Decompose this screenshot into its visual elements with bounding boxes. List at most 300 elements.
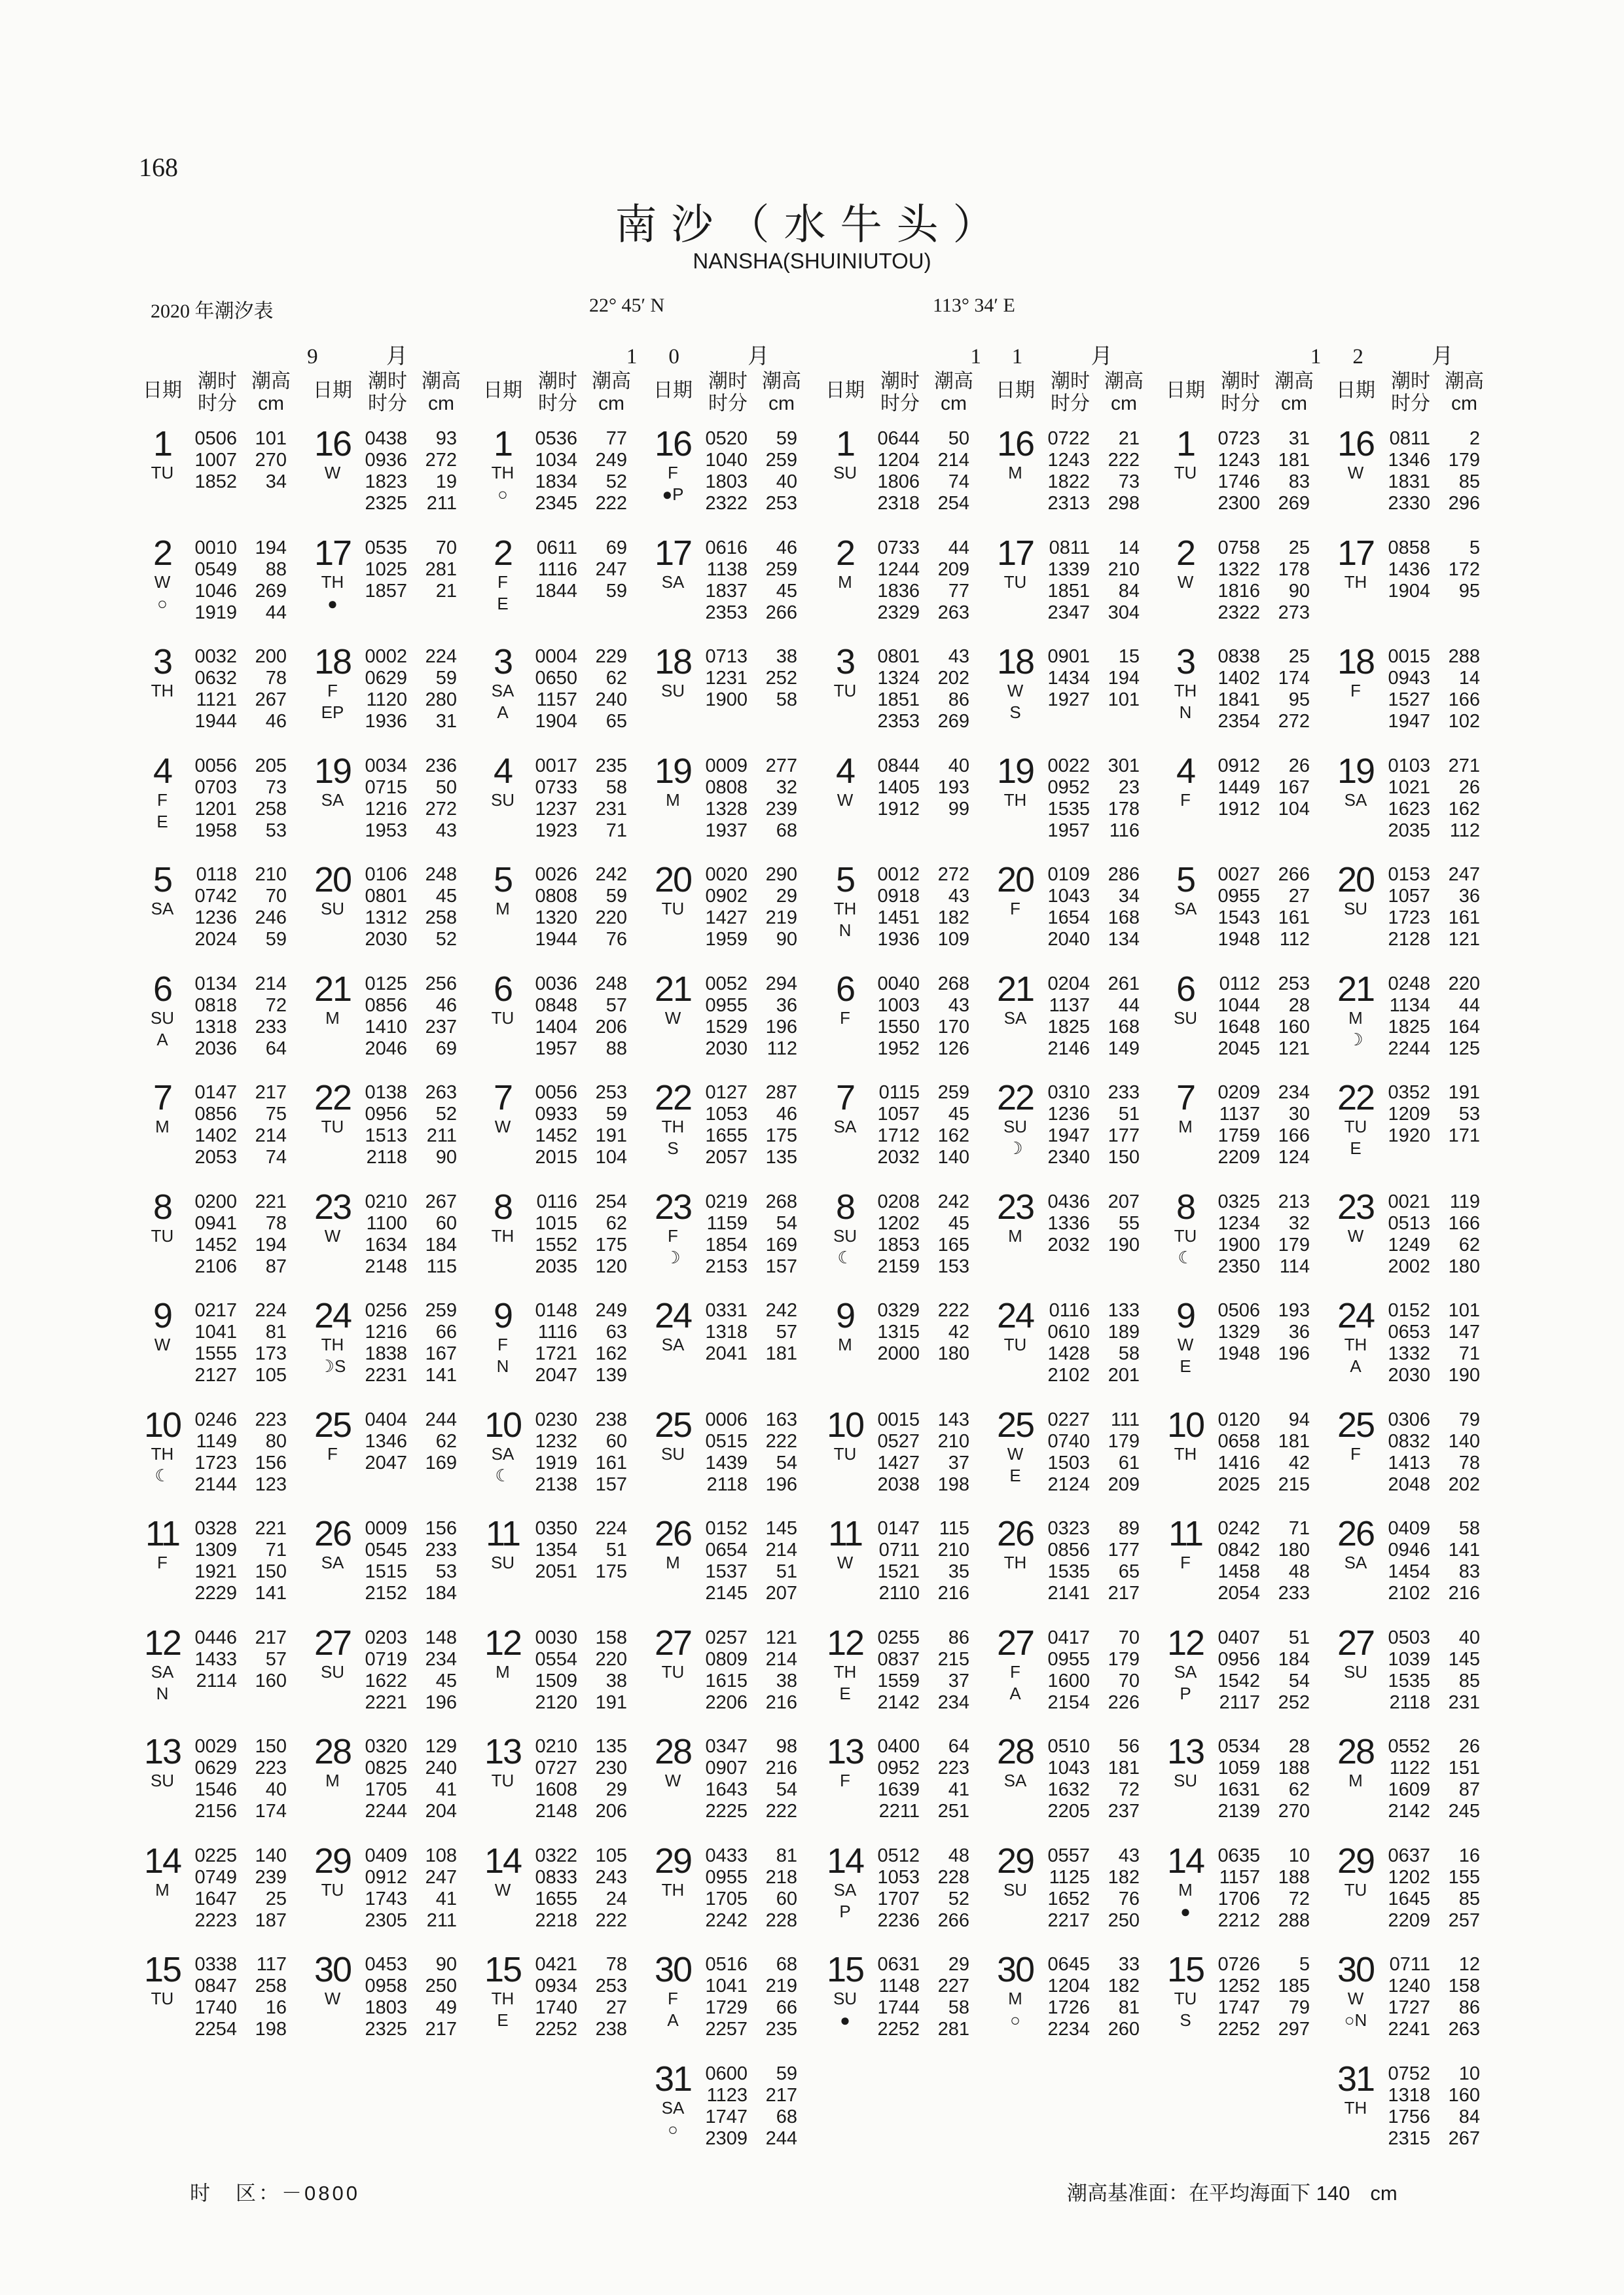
tide-times xyxy=(1038,1627,1090,1714)
tide-time: 0955 xyxy=(705,994,748,1016)
tide-times xyxy=(1038,646,1090,711)
tide-heights xyxy=(584,755,627,842)
phase-marker: ● xyxy=(1180,1901,1191,1921)
tide-height: 180 xyxy=(937,1343,969,1364)
day-number: 2 xyxy=(153,533,172,573)
tide-time: 2217 xyxy=(1047,1909,1090,1931)
day-cell xyxy=(820,643,870,702)
tide-height: 216 xyxy=(937,1583,969,1604)
weekday-label: M xyxy=(155,1117,170,1136)
tide-heights xyxy=(244,1409,287,1496)
tide-time: 2354 xyxy=(1218,711,1260,732)
tide-height: 58 xyxy=(1458,1518,1480,1539)
tide-height: 222 xyxy=(1108,450,1140,471)
tide-times xyxy=(1038,1518,1090,1604)
tide-time: 1041 xyxy=(194,1322,237,1343)
day-number: 23 xyxy=(654,1187,692,1227)
tide-time: 2114 xyxy=(196,1670,237,1691)
tide-times xyxy=(867,646,920,732)
tide-times xyxy=(525,973,577,1060)
tide-time: 1537 xyxy=(705,1561,748,1582)
tide-time: 1157 xyxy=(1219,1866,1260,1888)
tide-height: 151 xyxy=(1448,1758,1480,1779)
tide-time: 1015 xyxy=(535,1212,577,1234)
tide-time: 1039 xyxy=(1388,1648,1430,1670)
tide-height: 74 xyxy=(265,1147,287,1168)
tide-time: 0409 xyxy=(365,1845,407,1866)
tide-time: 1615 xyxy=(705,1670,748,1691)
tide-times xyxy=(867,1300,920,1365)
tide-height: 64 xyxy=(265,1038,287,1059)
tide-height: 36 xyxy=(1458,886,1480,907)
tide-height: 86 xyxy=(1458,1997,1480,2018)
day-cell xyxy=(648,1951,698,2031)
day-cell xyxy=(648,535,698,593)
tide-height: 270 xyxy=(255,450,287,471)
tide-height: 294 xyxy=(765,973,797,994)
weekday-label: SU xyxy=(150,1771,175,1790)
tide-height: 59 xyxy=(435,668,457,689)
tide-times xyxy=(185,1409,237,1496)
weekday-label: TH xyxy=(1003,1553,1027,1572)
tide-height: 281 xyxy=(425,558,457,580)
day-cell xyxy=(478,1951,528,2031)
tide-times xyxy=(185,1300,237,1386)
tide-height: 31 xyxy=(1288,428,1310,449)
tide-time: 1059 xyxy=(1218,1758,1260,1779)
tide-time: 0338 xyxy=(194,1954,237,1975)
tide-height: 174 xyxy=(255,1801,287,1822)
tide-height: 29 xyxy=(605,1779,627,1800)
tide-times xyxy=(1378,1736,1430,1822)
weekday-label: SA xyxy=(491,1443,514,1464)
tide-height: 43 xyxy=(1118,1845,1140,1866)
weekday-label: TH xyxy=(491,463,514,482)
tide-height: 158 xyxy=(1448,1976,1480,1997)
tide-heights xyxy=(584,537,627,602)
tide-time: 1927 xyxy=(1047,689,1090,710)
tide-time: 0536 xyxy=(535,428,577,449)
tide-height: 81 xyxy=(776,1845,797,1866)
weekday-label: F xyxy=(497,571,508,592)
tide-times xyxy=(185,864,237,950)
tide-time: 0026 xyxy=(535,864,577,885)
tide-time: 2257 xyxy=(705,2019,748,2040)
tide-time: 0549 xyxy=(194,558,237,580)
tide-time: 1542 xyxy=(1218,1670,1260,1691)
day-cell xyxy=(308,971,357,1029)
tide-height: 112 xyxy=(767,1038,797,1059)
tide-height: 26 xyxy=(1288,755,1310,776)
tide-heights xyxy=(414,864,457,950)
tide-height: 235 xyxy=(765,2019,797,2040)
tide-time: 2244 xyxy=(365,1801,407,1822)
tide-height: 145 xyxy=(1448,1648,1480,1670)
tide-height: 40 xyxy=(948,755,969,776)
tide-height: 198 xyxy=(255,2019,287,2040)
day-number: 7 xyxy=(1176,1078,1195,1117)
tide-heights xyxy=(1267,1518,1310,1604)
tide-heights xyxy=(1267,1736,1310,1822)
day-number: 21 xyxy=(996,969,1034,1009)
tide-time: 2102 xyxy=(1047,1365,1090,1386)
day-cell xyxy=(648,1297,698,1356)
tide-times xyxy=(1038,428,1090,515)
tide-time: 0644 xyxy=(877,428,920,449)
tide-height: 229 xyxy=(595,646,627,667)
tide-time: 0446 xyxy=(194,1627,237,1648)
day-number: 22 xyxy=(654,1078,692,1117)
tide-time: 2117 xyxy=(1219,1691,1260,1713)
tide-height: 180 xyxy=(1448,1256,1480,1277)
tide-time: 1900 xyxy=(1218,1234,1260,1256)
tide-height: 42 xyxy=(1288,1452,1310,1473)
tide-time: 0015 xyxy=(1388,646,1430,667)
tide-time: 0433 xyxy=(705,1845,748,1866)
tide-time: 1339 xyxy=(1047,558,1090,580)
tide-height: 182 xyxy=(1108,1976,1140,1997)
tide-height: 161 xyxy=(1278,907,1310,928)
tide-height: 228 xyxy=(937,1866,969,1888)
tide-time: 0306 xyxy=(1388,1409,1430,1430)
tide-heights xyxy=(926,1409,969,1496)
day-cell xyxy=(478,1407,528,1487)
day-cell xyxy=(820,1625,870,1705)
tide-heights xyxy=(1437,1845,1480,1932)
phase-marker: S xyxy=(667,1138,679,1158)
tide-time: 2118 xyxy=(706,1473,748,1495)
weekday-label: SA xyxy=(1174,1661,1197,1682)
tide-time: 1116 xyxy=(537,1322,577,1343)
weekday-label: SA xyxy=(833,1879,857,1900)
tide-height: 297 xyxy=(1278,2019,1310,2040)
tide-height: 79 xyxy=(1458,1409,1480,1430)
day-cell xyxy=(1331,1079,1380,1159)
tide-height: 213 xyxy=(1278,1191,1310,1212)
tide-height: 207 xyxy=(765,1583,797,1604)
tide-height: 135 xyxy=(765,1147,797,1168)
weekday-label: SA xyxy=(1174,899,1197,918)
tide-height: 62 xyxy=(1288,1779,1310,1800)
tide-height: 164 xyxy=(1448,1016,1480,1038)
weekday-label: W xyxy=(494,1117,511,1136)
weekday-label: W xyxy=(324,1989,341,2008)
weekday-label: W xyxy=(1347,1225,1364,1246)
tide-height: 44 xyxy=(1118,994,1140,1016)
tide-time: 1046 xyxy=(194,580,237,602)
tide-heights xyxy=(926,1300,969,1365)
tide-height: 38 xyxy=(605,1670,627,1691)
tide-heights xyxy=(414,428,457,515)
tide-time: 2142 xyxy=(877,1691,920,1713)
tide-height: 111 xyxy=(1110,1409,1140,1430)
tide-time: 2340 xyxy=(1047,1147,1090,1168)
weekday-label: TU xyxy=(1003,571,1027,592)
tide-height: 55 xyxy=(1118,1212,1140,1234)
tide-height: 139 xyxy=(595,1365,627,1386)
tide-height: 88 xyxy=(605,1038,627,1059)
phase-marker: N xyxy=(1179,702,1192,722)
column-header-day: 日期 xyxy=(996,380,1035,401)
tide-time: 1318 xyxy=(1388,2084,1430,2106)
day-number: 3 xyxy=(493,642,513,681)
tide-time: 2030 xyxy=(705,1038,748,1059)
phase-marker: A xyxy=(156,1029,168,1049)
tide-height: 59 xyxy=(776,2063,797,2084)
day-number: 28 xyxy=(654,1732,692,1771)
tide-time: 0506 xyxy=(1218,1300,1260,1321)
day-number: 6 xyxy=(1176,969,1195,1009)
tide-height: 237 xyxy=(425,1016,457,1038)
tide-time: 0322 xyxy=(535,1845,577,1866)
tide-height: 272 xyxy=(1278,711,1310,732)
day-cell xyxy=(1161,861,1210,920)
tide-height: 150 xyxy=(255,1561,287,1582)
tide-heights xyxy=(1096,537,1140,624)
tide-heights xyxy=(1437,1627,1480,1714)
tide-time: 2159 xyxy=(877,1256,920,1277)
tide-time: 0952 xyxy=(1047,776,1090,798)
day-number: 16 xyxy=(314,424,352,463)
day-number: 2 xyxy=(835,533,855,573)
tide-height: 78 xyxy=(605,1954,627,1975)
tide-time: 0758 xyxy=(1218,537,1260,558)
tide-time: 1740 xyxy=(535,1997,577,2018)
tide-time: 1837 xyxy=(705,580,748,602)
tide-height: 37 xyxy=(948,1452,969,1473)
phase-marker: E xyxy=(497,2010,509,2030)
tide-height: 125 xyxy=(1448,1038,1480,1059)
tide-height: 101 xyxy=(255,428,287,449)
tide-height: 222 xyxy=(765,1430,797,1452)
tide-time: 1122 xyxy=(1389,1758,1430,1779)
tide-time: 1204 xyxy=(877,450,920,471)
tide-height: 37 xyxy=(948,1670,969,1691)
tide-height: 252 xyxy=(1278,1691,1310,1713)
tide-time: 1236 xyxy=(194,907,237,928)
day-number: 1 xyxy=(1176,424,1195,463)
day-number: 20 xyxy=(1337,860,1375,899)
tide-time: 1643 xyxy=(705,1779,748,1800)
weekday-label: SA xyxy=(1003,1771,1027,1790)
day-number: 8 xyxy=(835,1187,855,1227)
tide-time: 1952 xyxy=(877,1038,920,1059)
tide-time: 1243 xyxy=(1218,450,1260,471)
tide-time: 1427 xyxy=(705,907,748,928)
tide-times xyxy=(185,755,237,842)
tide-height: 84 xyxy=(1458,2106,1480,2127)
day-number: 29 xyxy=(996,1841,1034,1881)
tide-time: 1318 xyxy=(194,1016,237,1038)
weekday-label: M xyxy=(666,789,680,810)
tide-time: 0825 xyxy=(365,1758,407,1779)
tide-height: 81 xyxy=(1118,1997,1140,2018)
tide-time: 2234 xyxy=(1047,2019,1090,2040)
weekday-label: TU xyxy=(1344,1879,1367,1900)
tide-time: 2211 xyxy=(878,1801,920,1822)
weekday-label: W xyxy=(837,1553,854,1572)
tide-height: 227 xyxy=(937,1976,969,1997)
station-title-chinese: 南沙（水牛头） xyxy=(615,201,1009,249)
tide-time: 1543 xyxy=(1218,907,1260,928)
tide-times xyxy=(355,755,407,842)
tide-height: 134 xyxy=(1108,929,1140,950)
weekday-label: TH xyxy=(491,1225,514,1246)
tide-time: 1647 xyxy=(194,1888,237,1909)
weekday-label: M xyxy=(1178,1879,1193,1900)
tide-height: 143 xyxy=(937,1409,969,1430)
day-cell xyxy=(308,1733,357,1792)
day-number: 29 xyxy=(1337,1841,1375,1881)
tide-time: 1232 xyxy=(535,1430,577,1452)
weekday-label: TH xyxy=(661,1117,685,1136)
weekday-label: W xyxy=(154,571,171,592)
day-number: 5 xyxy=(153,860,172,899)
weekday-label: W xyxy=(1007,1443,1024,1464)
tide-heights xyxy=(1096,1518,1140,1604)
phase-marker: ☽ xyxy=(665,1247,681,1267)
tide-heights xyxy=(754,1954,797,2040)
tide-time: 0020 xyxy=(705,864,748,885)
tide-time: 2051 xyxy=(535,1561,577,1582)
tide-height: 85 xyxy=(1458,471,1480,492)
day-cell xyxy=(820,1733,870,1792)
tide-time: 1854 xyxy=(705,1234,748,1256)
day-number: 5 xyxy=(493,860,513,899)
day-number: 10 xyxy=(1166,1405,1204,1445)
day-number: 31 xyxy=(654,2059,692,2099)
tide-time: 2242 xyxy=(705,1909,748,1931)
weekday-label: F xyxy=(1180,1553,1191,1572)
tide-height: 210 xyxy=(937,1430,969,1452)
day-number: 19 xyxy=(654,751,692,791)
tide-height: 271 xyxy=(1448,755,1480,776)
day-number: 18 xyxy=(654,642,692,681)
tide-heights xyxy=(926,1518,969,1604)
tide-height: 71 xyxy=(1288,1518,1310,1539)
day-number: 11 xyxy=(145,1514,180,1553)
tide-height: 72 xyxy=(1118,1779,1140,1800)
tide-height: 15 xyxy=(1118,646,1140,667)
tide-time: 1025 xyxy=(365,558,407,580)
tide-time: 2036 xyxy=(194,1038,237,1059)
tide-time: 0147 xyxy=(194,1082,237,1103)
tide-height: 27 xyxy=(1288,886,1310,907)
tide-time: 0115 xyxy=(878,1082,920,1103)
tide-time: 1318 xyxy=(705,1322,748,1343)
tide-time: 2309 xyxy=(705,2127,748,2149)
tide-time: 0635 xyxy=(1218,1845,1260,1866)
tide-height: 177 xyxy=(1108,1125,1140,1146)
day-number: 21 xyxy=(1337,969,1375,1009)
day-number: 17 xyxy=(654,533,692,573)
tide-height: 45 xyxy=(435,886,457,907)
tide-height: 70 xyxy=(435,537,457,558)
tide-heights xyxy=(926,537,969,624)
page-number: 168 xyxy=(139,153,178,182)
tide-height: 272 xyxy=(425,450,457,471)
tide-time: 1034 xyxy=(535,450,577,471)
day-cell xyxy=(478,1297,528,1377)
tide-time: 1759 xyxy=(1218,1125,1260,1146)
tide-height: 60 xyxy=(605,1430,627,1452)
station-title-english: NANSHA(SHUINIUTOU) xyxy=(693,249,931,273)
tide-time: 1944 xyxy=(535,929,577,950)
column-header-day: 日期 xyxy=(1336,380,1375,401)
day-number: 1 xyxy=(835,424,855,463)
day-cell xyxy=(648,1515,698,1574)
tide-height: 105 xyxy=(255,1365,287,1386)
weekday-label: F xyxy=(1350,1443,1361,1464)
day-cell xyxy=(990,753,1040,811)
tide-height: 29 xyxy=(948,1954,969,1975)
tide-height: 217 xyxy=(255,1627,287,1648)
tide-height: 51 xyxy=(776,1561,797,1582)
tide-height: 70 xyxy=(1118,1670,1140,1691)
tide-times xyxy=(867,755,920,820)
day-number: 5 xyxy=(1176,860,1195,899)
tide-time: 1609 xyxy=(1388,1779,1430,1800)
tide-time: 2128 xyxy=(1388,929,1430,950)
tide-height: 216 xyxy=(765,1691,797,1713)
tide-times xyxy=(1038,1082,1090,1168)
day-number: 9 xyxy=(493,1296,513,1335)
tide-times xyxy=(525,428,577,515)
tide-time: 1816 xyxy=(1218,580,1260,602)
weekday-label: F xyxy=(840,1771,850,1790)
tide-height: 215 xyxy=(1278,1473,1310,1495)
day-cell xyxy=(648,643,698,702)
day-cell xyxy=(308,1297,357,1377)
weekday-label: TU xyxy=(491,1771,514,1790)
tide-height: 201 xyxy=(1108,1365,1140,1386)
day-cell xyxy=(648,1625,698,1683)
phase-marker: ○ xyxy=(497,484,508,504)
day-number: 18 xyxy=(1337,642,1375,681)
tide-height: 245 xyxy=(1448,1801,1480,1822)
tide-time: 1328 xyxy=(705,798,748,820)
tide-height: 204 xyxy=(425,1801,457,1822)
phase-marker: E xyxy=(839,1683,851,1703)
tide-heights xyxy=(1096,1954,1140,2040)
phase-marker: ☾ xyxy=(837,1247,853,1267)
tide-time: 1007 xyxy=(194,450,237,471)
tide-time: 1100 xyxy=(366,1212,407,1234)
weekday-label: SA xyxy=(833,1117,857,1136)
tide-time: 1249 xyxy=(1388,1234,1430,1256)
tide-time: 0009 xyxy=(705,755,748,776)
weekday-label: F xyxy=(668,463,678,482)
day-number: 23 xyxy=(1337,1187,1375,1227)
tide-time: 2154 xyxy=(1047,1691,1090,1713)
tide-height: 71 xyxy=(605,820,627,841)
tide-heights xyxy=(584,1845,627,1932)
tide-time: 0952 xyxy=(877,1758,920,1779)
tide-height: 71 xyxy=(265,1540,287,1561)
tide-time: 1044 xyxy=(1218,994,1260,1016)
phase-marker: S xyxy=(1180,2010,1191,2030)
tide-height: 48 xyxy=(1288,1561,1310,1582)
tide-height: 2 xyxy=(1469,428,1480,449)
column-header-height: 潮高 cm xyxy=(422,370,461,414)
day-cell xyxy=(648,2061,698,2141)
tide-time: 0409 xyxy=(1388,1518,1430,1539)
weekday-label: SA xyxy=(1003,1007,1027,1028)
tide-times xyxy=(1378,2063,1430,2150)
tide-heights xyxy=(414,537,457,602)
tide-time: 0955 xyxy=(1218,886,1260,907)
tide-time: 1740 xyxy=(194,1997,237,2018)
